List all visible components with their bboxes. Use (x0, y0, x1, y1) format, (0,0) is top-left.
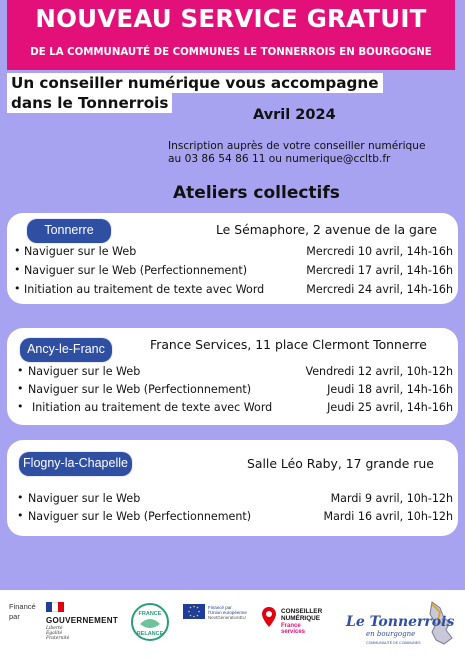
bullet: • (17, 509, 24, 522)
cn-line-1: CONSEILLER (281, 608, 323, 615)
session-row (7, 508, 458, 526)
session-datetime: Mercredi 10 avril, 14h-16h (306, 245, 453, 258)
eu-logo (183, 604, 253, 626)
cn-france-services (281, 623, 305, 635)
le-tonnerrois-logo (340, 594, 460, 650)
eu-line-3: NextGenerationEU (208, 615, 246, 620)
bullet: • (17, 400, 24, 413)
session-row (7, 381, 458, 399)
cn-line-2: NUMÉRIQUE (281, 615, 321, 622)
contact-info (168, 140, 426, 166)
eu-flag-icon (183, 604, 205, 619)
session-title: Naviguer sur le Web (Perfectionnement) (28, 383, 252, 396)
venue-address: Le Sémaphore, 2 avenue de la gare (216, 222, 437, 237)
session-datetime: Jeudi 25 avril, 14h-16h (327, 401, 453, 414)
session-title: Naviguer sur le Web (28, 492, 141, 505)
session-datetime: Mardi 16 avril, 10h-12h (323, 510, 453, 523)
event-month: Avril 2024 (253, 107, 336, 123)
eu-line-1: Financé par (208, 605, 232, 610)
eu-line-2: l'Union européenne (208, 610, 247, 615)
gov-motto-3: Fraternité (46, 636, 70, 641)
contact-line-2: au 03 86 54 86 11 ou numerique@ccltb.fr (168, 153, 391, 165)
gov-name: GOUVERNEMENT (46, 616, 119, 625)
town-badge: Ancy-le-Franc (20, 338, 112, 362)
town-badge: Tonnerre (27, 219, 111, 243)
session-title: Naviguer sur le Web (28, 365, 141, 378)
bullet: • (14, 282, 21, 295)
session-title: Initiation au traitement de texte avec Word (24, 283, 265, 296)
france-relance-logo (130, 602, 170, 642)
tonn-caption: COMMUNAUTÉ DE COMMUNES (366, 641, 421, 645)
workshop-card-tonnerre (7, 213, 458, 304)
bullet: • (14, 263, 21, 276)
funded-by-line-2: par (9, 612, 20, 621)
session-datetime: Mercredi 24 avril, 14h-16h (306, 283, 453, 296)
location-pin-icon (261, 606, 277, 628)
bullet: • (17, 364, 24, 377)
gov-motto-2: Égalité (46, 631, 63, 636)
session-row (7, 363, 458, 381)
venue-address: Salle Léo Raby, 17 grande rue (247, 456, 434, 471)
poster-title: NOUVEAU SERVICE GRATUIT (35, 4, 427, 33)
eu-caption (208, 605, 247, 620)
cn-line-3: France (281, 623, 301, 629)
workshop-card-ancy-le-franc (7, 328, 458, 425)
gouvernement-logo (44, 600, 124, 640)
town-badge: Flogny-la-Chapelle (19, 452, 132, 476)
poster-subtitle: DE LA COMMUNAUTÉ DE COMMUNES LE TONNERROIS EN BOURGOGNE (30, 47, 432, 58)
session-datetime: Mardi 9 avril, 10h-12h (330, 492, 453, 505)
venue-address: France Services, 11 place Clermont Tonnerre (150, 337, 427, 352)
session-title: Naviguer sur le Web (24, 245, 137, 258)
section-title: Ateliers collectifs (173, 183, 340, 203)
bullet: • (17, 382, 24, 395)
session-datetime: Mercredi 17 avril, 14h-16h (306, 264, 453, 277)
session-datetime: Jeudi 18 avril, 14h-16h (327, 383, 453, 396)
partner-logos-footer (0, 590, 465, 658)
session-title: Naviguer sur le Web (Perfectionnement) (28, 510, 252, 523)
session-title: Naviguer sur le Web (Perfectionnement) (24, 264, 248, 277)
session-row (7, 243, 458, 261)
gov-motto-1: Liberté (46, 626, 63, 631)
tonn-region: en bourgogne (366, 630, 416, 638)
bullet: • (17, 491, 24, 504)
session-row (7, 262, 458, 280)
tagline-line-2: dans le Tonnerrois (7, 93, 172, 113)
relance-bottom-text: RELANCE (136, 631, 164, 637)
conseiller-numerique-logo (259, 604, 331, 638)
session-row (7, 399, 458, 417)
gov-motto (46, 626, 69, 641)
cn-title (281, 608, 322, 622)
cn-line-4: services (281, 629, 306, 635)
relance-top-text: FRANCE (138, 611, 162, 617)
contact-line-1: Inscription auprès de votre conseiller numérique (168, 140, 426, 152)
session-row (7, 490, 458, 508)
tagline-line-1: Un conseiller numérique vous accompagne (7, 73, 383, 93)
french-flag-icon (46, 602, 64, 612)
session-title: Initiation au traitement de texte avec Word (32, 401, 273, 414)
tonn-word: Le Tonnerrois (346, 614, 455, 630)
session-datetime: Vendredi 12 avril, 10h-12h (305, 365, 453, 378)
funded-by-line-1: Financé (9, 602, 36, 611)
workshop-card-flogny-la-chapelle (7, 440, 458, 536)
session-row (7, 281, 458, 299)
funded-by-label (9, 602, 36, 622)
header-band (7, 0, 455, 70)
bullet: • (14, 244, 21, 257)
